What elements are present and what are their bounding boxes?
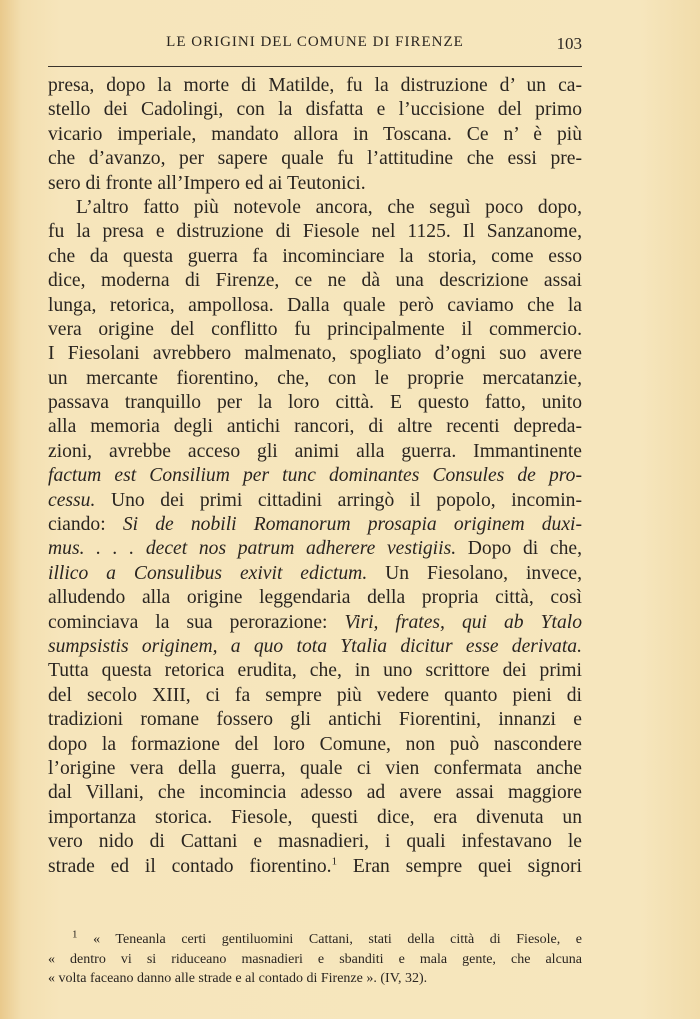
text-line: l’origine vera della guerra, quale ci vien confermata anche xyxy=(48,757,582,779)
text-line: stello dei Cadolingi, con la disfatta e l’uccisione del primo xyxy=(48,99,582,121)
footnote-line: « dentro vi si riduceano masnadieri e sbanditi e mala gente, che alcuna xyxy=(48,951,582,967)
text-segment: Dopo di che, xyxy=(456,538,582,560)
page-number: 103 xyxy=(556,34,582,53)
text-line: L’altro fatto più notevole ancora, che seguì poco dopo, xyxy=(76,196,582,218)
text-line: I Fiesolani avrebbero malmenato, spogliato d’ogni suo avere xyxy=(48,343,582,365)
text-segment: ciando: xyxy=(48,514,123,536)
text-segment: Un Fiesolano, invece, xyxy=(367,562,582,584)
text-segment: strade ed il contado fiorentino. xyxy=(48,855,332,877)
latin-quote: mus. . . . decet nos patrum adherere vestigiis. xyxy=(48,538,457,560)
text-line: passava tranquillo per la loro città. E questo fatto, unito xyxy=(48,392,582,414)
text-line: che d’avanzo, per sapere quale fu l’attitudine che essi pre- xyxy=(48,148,582,170)
text-segment: Uno dei primi cittadini arringò il popolo, incomin- xyxy=(95,489,582,511)
footnote-line xyxy=(48,930,582,950)
text-line xyxy=(48,562,582,586)
text-line: zioni, avrebbe acceso gli animi alla guerra. Immantinente xyxy=(48,440,582,462)
main-text xyxy=(48,74,582,879)
latin-quote: Si de nobili Romanorum prosapia originem duxi- xyxy=(122,514,582,536)
text-line: tradizioni romane fossero gli antichi Fiorentini, innanzi e xyxy=(48,709,582,731)
text-segment: cominciava la sua perorazione: xyxy=(48,611,345,633)
text-line xyxy=(48,513,582,537)
text-line: del secolo XIII, ci fa sempre più vedere quanto pieni di xyxy=(48,684,582,706)
text-line xyxy=(48,489,582,513)
running-header xyxy=(48,34,582,60)
text-line: dopo la formazione del loro Comune, non può nascondere xyxy=(48,733,582,755)
text-line: un mercante fiorentino, che, con le proprie mercatanzie, xyxy=(48,367,582,389)
text-line: che da questa guerra fa incominciare la storia, come esso xyxy=(48,245,582,267)
text-line: vera origine del conflitto fu principalmente il commercio. xyxy=(48,318,582,340)
latin-quote: cessu. xyxy=(48,489,96,511)
text-line xyxy=(48,855,582,879)
text-line: vero nido di Cattani e masnadieri, i quali infestavano le xyxy=(48,831,582,853)
footnote-reference: 1 xyxy=(331,854,338,867)
latin-quote: Viri, frates, qui ab Ytalo xyxy=(344,611,582,633)
text-line: dice, moderna di Firenze, ce ne dà una descrizione assai xyxy=(48,270,582,292)
running-title: LE ORIGINI DEL COMUNE DI FIRENZE xyxy=(166,34,464,50)
text-line: alludendo alla origine leggendaria della propria città, così xyxy=(48,587,582,609)
text-line xyxy=(48,464,582,488)
text-line: lunga, retorica, ampollosa. Dalla quale però caviamo che la xyxy=(48,294,582,316)
text-line: presa, dopo la morte di Matilde, fu la distruzione d’ un ca- xyxy=(48,75,582,96)
footnote-line: « volta faceano danno alle strade e al contado di Firenze ». (IV, 32). xyxy=(48,971,428,986)
text-line: sero di fronte all’Impero ed ai Teutonici. xyxy=(48,172,366,194)
text-segment: Eran sempre quei signori xyxy=(337,855,582,877)
latin-quote: sumpsistis originem, a quo tota Ytalia dicitur esse derivata. xyxy=(48,635,582,657)
text-line xyxy=(48,611,582,635)
footnote xyxy=(48,930,582,989)
text-line: vicario imperiale, mandato allora in Toscana. Ce n’ è più xyxy=(48,123,582,145)
header-rule xyxy=(48,66,582,67)
text-line: dal Villani, che incomincia adesso ad avere assai maggiore xyxy=(48,782,582,804)
footnote-text: « Teneanla certi gentiluomini Cattani, stati della città di Fiesole, e xyxy=(93,932,583,947)
text-line: alla memoria degli antichi rancori, di altre recenti depreda- xyxy=(48,416,582,438)
text-line: Tutta questa retorica erudita, che, in uno scrittore dei primi xyxy=(48,660,582,682)
text-line xyxy=(48,537,582,561)
footnote-marker: 1 xyxy=(72,928,78,941)
text-line: fu la presa e distruzione di Fiesole nel 1125. Il Sanzanome, xyxy=(48,221,582,243)
text-line xyxy=(48,635,582,659)
latin-quote: illico a Consulibus exivit edictum. xyxy=(48,562,368,584)
latin-quote: factum est Consilium per tunc dominantes Consules de pro- xyxy=(48,465,582,487)
text-line: importanza storica. Fiesole, questi dice, era divenuta un xyxy=(48,806,582,828)
